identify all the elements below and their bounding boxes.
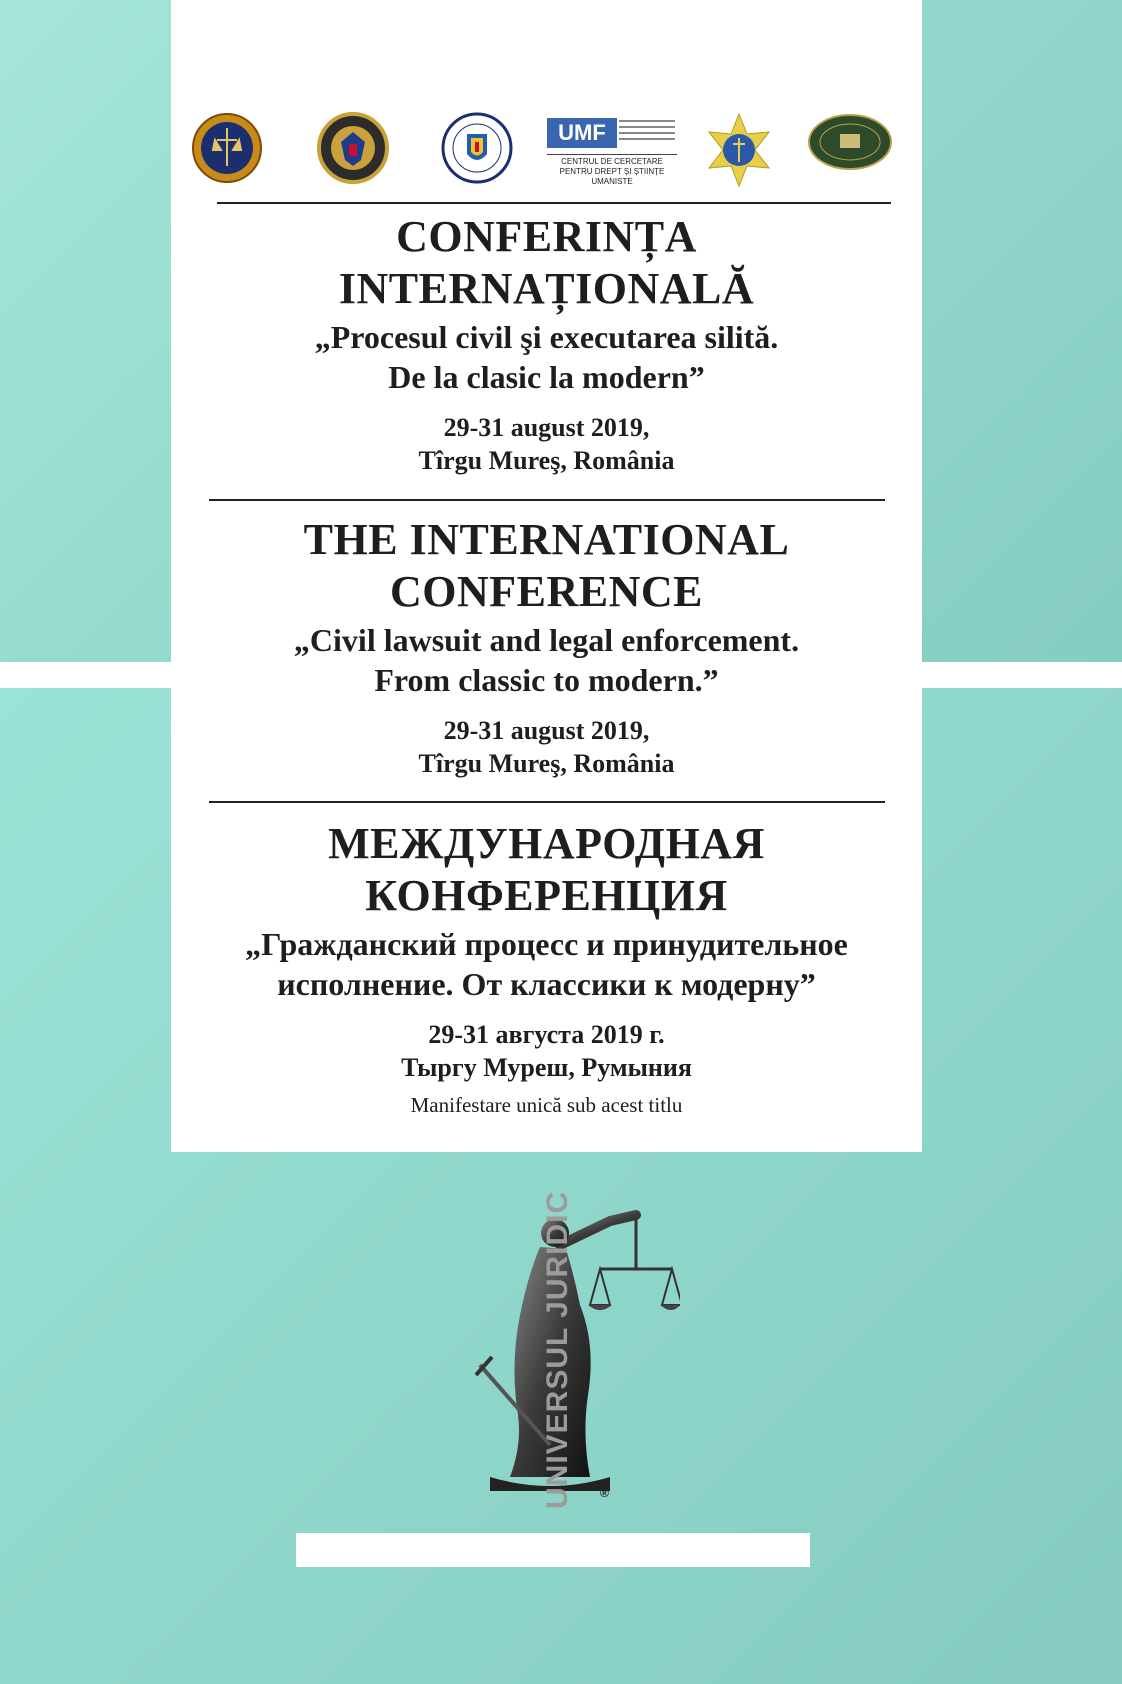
ro-place: Tîrgu Mureş, România	[418, 446, 675, 475]
umf-caption: CENTRUL DE CERCETARE PENTRU DREPT ȘI ȘTIINȚE UMANISTE	[547, 154, 677, 187]
ru-date: 29-31 августа 2019 г.	[428, 1020, 665, 1049]
en-date: 29-31 august 2019,	[443, 716, 650, 745]
ro-date: 29-31 august 2019,	[443, 413, 650, 442]
chamber-bailiffs-logo	[441, 112, 513, 188]
ru-subtitle-line1: „Гражданский процесс и принудительное	[245, 926, 848, 962]
umf-wordmark: UMF	[547, 118, 617, 148]
star-emblem-logo	[703, 112, 775, 188]
cover-panel	[171, 0, 922, 1152]
faculty-seal-logo	[191, 112, 263, 184]
national-union-bailiffs-logo	[317, 112, 389, 184]
ro-subtitle-line2: De la clasic la modern”	[388, 359, 705, 395]
logo-row	[191, 112, 911, 192]
en-title-line2: CONFERENCE	[389, 567, 704, 616]
en-place: Tîrgu Mureş, România	[418, 749, 675, 778]
divider-middle-1	[209, 499, 885, 501]
oval-emblem-logo	[807, 112, 893, 172]
publisher-name: UNIVERSUL JURIDIC	[541, 1190, 574, 1509]
ro-title-line2: INTERNAȚIONALĂ	[338, 264, 755, 313]
ru-subtitle-line2: исполнение. От классики к модерну”	[277, 966, 816, 1002]
bottom-white-bar	[296, 1533, 810, 1567]
umf-small-text	[619, 116, 675, 150]
en-subtitle-line2: From classic to modern.”	[374, 662, 719, 698]
unique-event-note: Manifestare unică sub acest titlu	[410, 1093, 683, 1117]
russian-section	[171, 818, 922, 1118]
english-section	[171, 514, 922, 780]
en-title-line1: THE INTERNATIONAL	[303, 515, 790, 564]
ru-title-line2: КОНФЕРЕНЦИЯ	[365, 871, 728, 920]
ru-place: Тыргу Муреш, Румыния	[401, 1053, 692, 1082]
umf-logo	[547, 112, 677, 186]
ro-title-line1: CONFERINȚA	[396, 212, 697, 261]
romanian-section	[171, 211, 922, 477]
publisher-logo	[440, 1190, 680, 1509]
registered-mark: ®	[600, 1486, 609, 1500]
en-subtitle-line1: „Civil lawsuit and legal enforcement.	[293, 622, 800, 658]
ro-subtitle-line1: „Procesul civil şi executarea silită.	[314, 319, 779, 355]
divider-middle-2	[209, 801, 885, 803]
divider-top	[217, 202, 891, 204]
ru-title-line1: МЕЖДУНАРОДНАЯ	[328, 819, 765, 868]
